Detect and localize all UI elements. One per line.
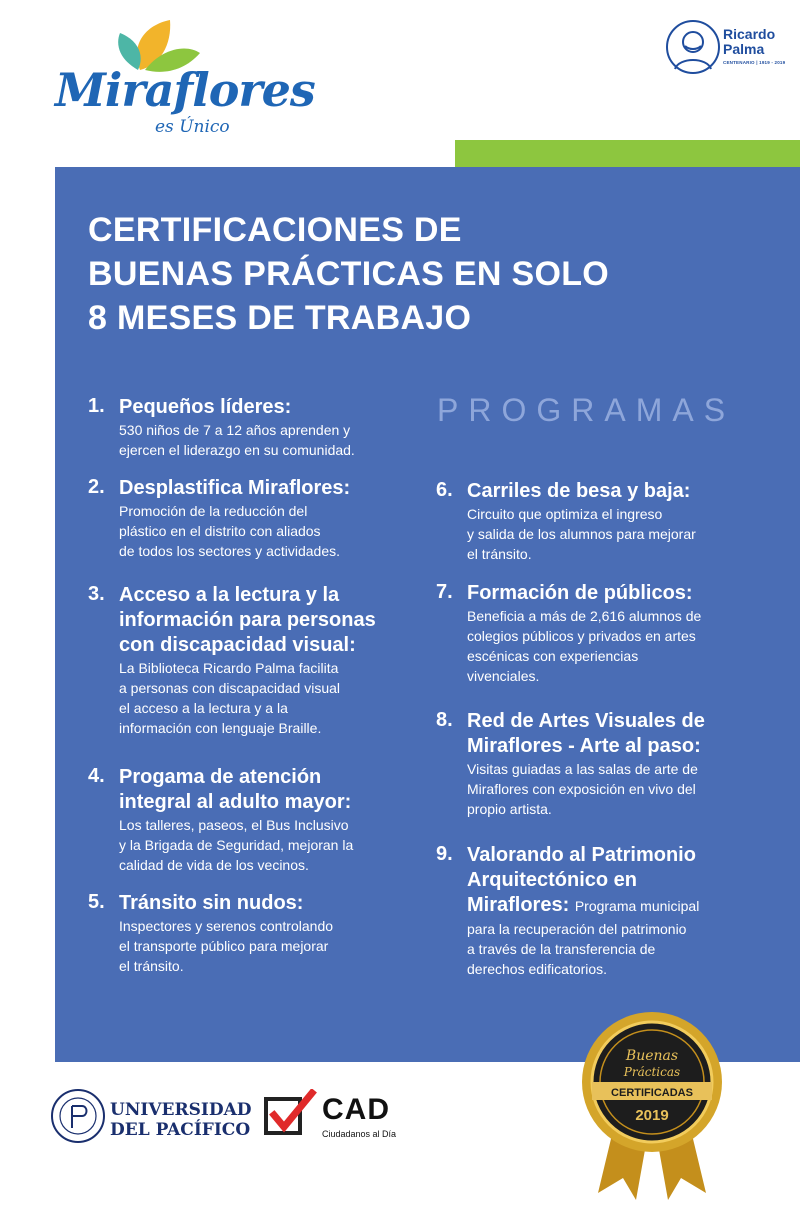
item-desc: calidad de vida de los vecinos. (119, 857, 309, 873)
item-desc: el transporte público para mejorar (119, 938, 329, 954)
item-number: 8. (436, 709, 453, 731)
item-desc: escénicas con experiencias (467, 648, 639, 664)
university-line1: UNIVERSIDAD (110, 1100, 252, 1120)
item-heading: Miraflores - Arte al paso: (467, 735, 701, 757)
list-item (436, 581, 776, 686)
item-desc: Beneficia a más de 2,616 alumnos de (467, 608, 702, 624)
page-title (88, 208, 728, 340)
item-desc: colegios públicos y privados en artes (467, 628, 696, 644)
item-desc: a través de la transferencia de (467, 941, 656, 957)
item-heading: Progama de atención (119, 766, 322, 788)
item-desc: Los talleres, paseos, el Bus Inclusivo (119, 817, 349, 833)
item-desc: el acceso a la lectura y a la (119, 700, 288, 716)
item-desc: información con lenguaje Braille. (119, 720, 322, 736)
seal-badge-icon (578, 1008, 726, 1200)
item-number: 9. (436, 843, 453, 865)
list-item (88, 891, 428, 976)
title-line-1: CERTIFICACIONES DE (88, 211, 462, 249)
item-desc: a personas con discapacidad visual (119, 680, 341, 696)
item-heading: Red de Artes Visuales de (467, 710, 705, 732)
item-number: 3. (88, 583, 105, 605)
cad-logo (262, 1085, 412, 1145)
item-heading: Valorando al Patrimonio (467, 844, 696, 866)
item-heading: Pequeños líderes: (119, 396, 292, 418)
item-desc: y salida de los alumnos para mejorar (467, 526, 696, 542)
item-desc: propio artista. (467, 801, 552, 817)
programas-label: PROGRAMAS (437, 392, 736, 428)
item-desc: Circuito que optimiza el ingreso (467, 506, 663, 522)
checkbox-icon (262, 1089, 318, 1141)
item-heading: Tránsito sin nudos: (119, 892, 304, 914)
item-heading: Carriles de besa y baja: (467, 480, 691, 502)
item-desc: Miraflores con exposición en vivo del (467, 781, 696, 797)
seal-line2: Prácticas (623, 1065, 681, 1079)
rp-line2: Palma (723, 41, 765, 57)
item-heading: con discapacidad visual: (119, 634, 356, 656)
item-number: 5. (88, 891, 105, 913)
item-number: 4. (88, 765, 105, 787)
seal-line1: Buenas (625, 1048, 679, 1064)
universidad-pacifico-logo (50, 1083, 252, 1153)
title-line-3: 8 MESES DE TRABAJO (88, 299, 472, 337)
rp-line1: Ricardo (723, 26, 776, 42)
list-item (88, 583, 428, 738)
university-line2: DEL PACÍFICO (110, 1120, 251, 1140)
ricardo-palma-name (723, 27, 775, 57)
item-desc: el tránsito. (467, 546, 532, 562)
certified-seal (578, 1008, 726, 1200)
title-line-2: BUENAS PRÁCTICAS EN SOLO (88, 255, 610, 293)
item-number: 7. (436, 581, 453, 603)
portrait-icon (665, 19, 721, 75)
item-heading: Arquitectónico en (467, 869, 638, 891)
item-heading: Desplastifica Miraflores: (119, 477, 351, 499)
university-name (110, 1100, 252, 1140)
list-item (88, 765, 428, 875)
item-desc: derechos edificatorios. (467, 961, 608, 977)
list-item (88, 395, 428, 460)
green-accent-bar (455, 140, 800, 167)
item-desc: 530 niños de 7 a 12 años aprenden y (119, 422, 351, 438)
item-desc: plástico en el distrito con aliados (119, 523, 321, 539)
list-item (436, 843, 776, 979)
item-desc: Promoción de la reducción del (119, 503, 308, 519)
list-item (436, 479, 776, 564)
item-number: 6. (436, 479, 453, 501)
item-desc: Visitas guiadas a las salas de arte de (467, 761, 698, 777)
item-heading: Miraflores: (467, 894, 570, 916)
item-desc: para la recuperación del patrimonio (467, 921, 687, 937)
list-item (436, 709, 776, 819)
miraflores-logo (55, 15, 315, 145)
item-desc: el tránsito. (119, 958, 184, 974)
ricardo-palma-logo (665, 15, 790, 80)
item-desc-inline: Programa municipal (574, 898, 700, 914)
cad-subtitle: Ciudadanos al Día (322, 1129, 397, 1139)
ricardo-palma-subtitle: CENTENARIO | 1919 - 2019 (723, 60, 786, 65)
item-heading: Formación de públicos: (467, 582, 693, 604)
university-seal-icon (50, 1088, 106, 1144)
item-heading: información para personas (119, 609, 376, 631)
item-desc: vivenciales. (467, 668, 540, 684)
miraflores-wordmark: Miraflores (55, 63, 315, 117)
cad-name: CAD (322, 1093, 390, 1126)
item-desc: La Biblioteca Ricardo Palma facilita (119, 660, 339, 676)
item-number: 1. (88, 395, 105, 417)
item-heading: Acceso a la lectura y la (119, 584, 340, 606)
list-item (88, 476, 428, 561)
item-desc: de todos los sectores y actividades. (119, 543, 341, 559)
item-desc: ejercen el liderazgo en su comunidad. (119, 442, 355, 458)
seal-year: 2019 (635, 1107, 669, 1124)
item-heading: integral al adulto mayor: (119, 791, 352, 813)
seal-label: CERTIFICADAS (611, 1087, 693, 1099)
item-number: 2. (88, 476, 105, 498)
item-desc: y la Brigada de Seguridad, mejoran la (119, 837, 354, 853)
item-desc: Inspectores y serenos controlando (119, 918, 334, 934)
miraflores-tagline: es Único (155, 117, 230, 137)
